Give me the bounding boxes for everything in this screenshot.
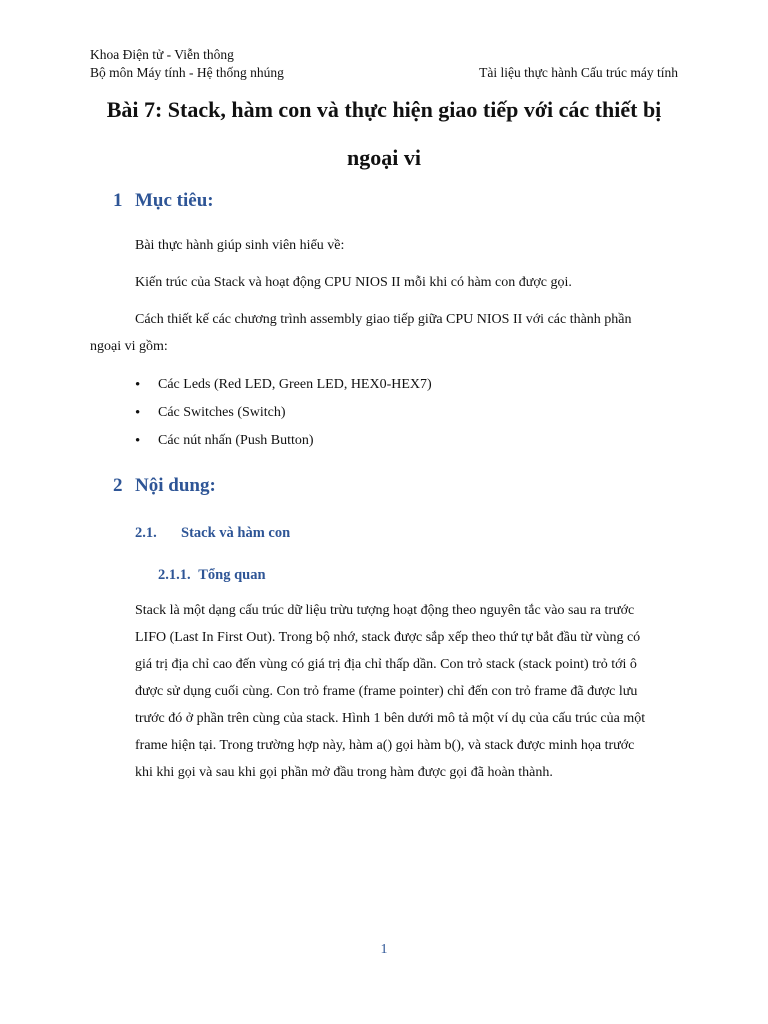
page-title-line2: ngoại vi (347, 145, 421, 170)
section-2-number: 2 (113, 475, 123, 496)
page-title (90, 90, 678, 178)
header-doc-title: Tài liệu thực hành Cấu trúc máy tính (479, 65, 678, 80)
subsubsection-2-1-1-heading (158, 567, 266, 584)
page-title-line1: Bài 7: Stack, hàm con và thực hiện giao tiếp với các thiết bị (106, 97, 662, 122)
bullet-item: • Các nút nhấn (Push Button) (135, 432, 432, 460)
paragraph-line: giá trị địa chỉ cao đến vùng có giá trị địa chỉ thấp dần. Con trỏ stack (stack point) trỏ tới ô (135, 657, 637, 672)
paragraph-line: LIFO (Last In First Out). Trong bộ nhớ, stack được sắp xếp theo thứ tự bắt đầu từ vùng có (135, 630, 641, 645)
header-department: Bộ môn Máy tính - Hệ thống nhúng (90, 65, 284, 80)
bullet-item: • Các Switches (Switch) (135, 404, 432, 432)
section-1-paragraph-2-line1: Cách thiết kế các chương trình assembly giao tiếp giữa CPU NIOS II với các thành phần (135, 312, 632, 327)
paragraph-line: frame hiện tại. Trong trường hợp này, hàm a() gọi hàm b(), và stack được minh họa trước (135, 738, 635, 753)
page-number: 1 (380, 942, 388, 957)
section-1-paragraph-2-line2: ngoại vi gồm: (90, 339, 168, 354)
objective-bullet-list (135, 376, 432, 460)
paragraph-line: được sử dụng cuối cùng. Con trỏ frame (frame pointer) chỉ đến con trỏ frame đã được lưu (135, 684, 638, 699)
paragraph-line: Stack là một dạng cấu trúc dữ liệu trừu tượng hoạt động theo nguyên tắc vào sau ra trước (135, 603, 635, 618)
bullet-item: • Các Leds (Red LED, Green LED, HEX0-HEX7) (135, 376, 432, 404)
subsection-2-1-number: 2.1. (135, 525, 157, 541)
header-faculty: Khoa Điện tử - Viễn thông (90, 47, 234, 62)
overview-paragraph (135, 602, 687, 791)
subsection-2-1-title: Stack và hàm con (181, 525, 291, 541)
section-1-paragraph-1: Kiến trúc của Stack và hoạt động CPU NIOS II mỗi khi có hàm con được gọi. (135, 275, 572, 290)
paragraph-line: khi khi gọi và sau khi gọi phần mở đầu trong hàm được gọi đã hoàn thành. (135, 765, 553, 780)
subsubsection-2-1-1-title: Tổng quan (198, 567, 266, 583)
section-1-number: 1 (113, 190, 123, 211)
section-1-title: Mục tiêu: (135, 190, 214, 211)
section-1-intro: Bài thực hành giúp sinh viên hiểu về: (135, 238, 345, 253)
section-2-title: Nội dung: (135, 475, 216, 496)
paragraph-line: trước đó ở phần trên cùng của stack. Hình 1 bên dưới mô tả một ví dụ của cấu trúc của một (135, 711, 646, 726)
subsubsection-2-1-1-number: 2.1.1. (158, 567, 191, 583)
